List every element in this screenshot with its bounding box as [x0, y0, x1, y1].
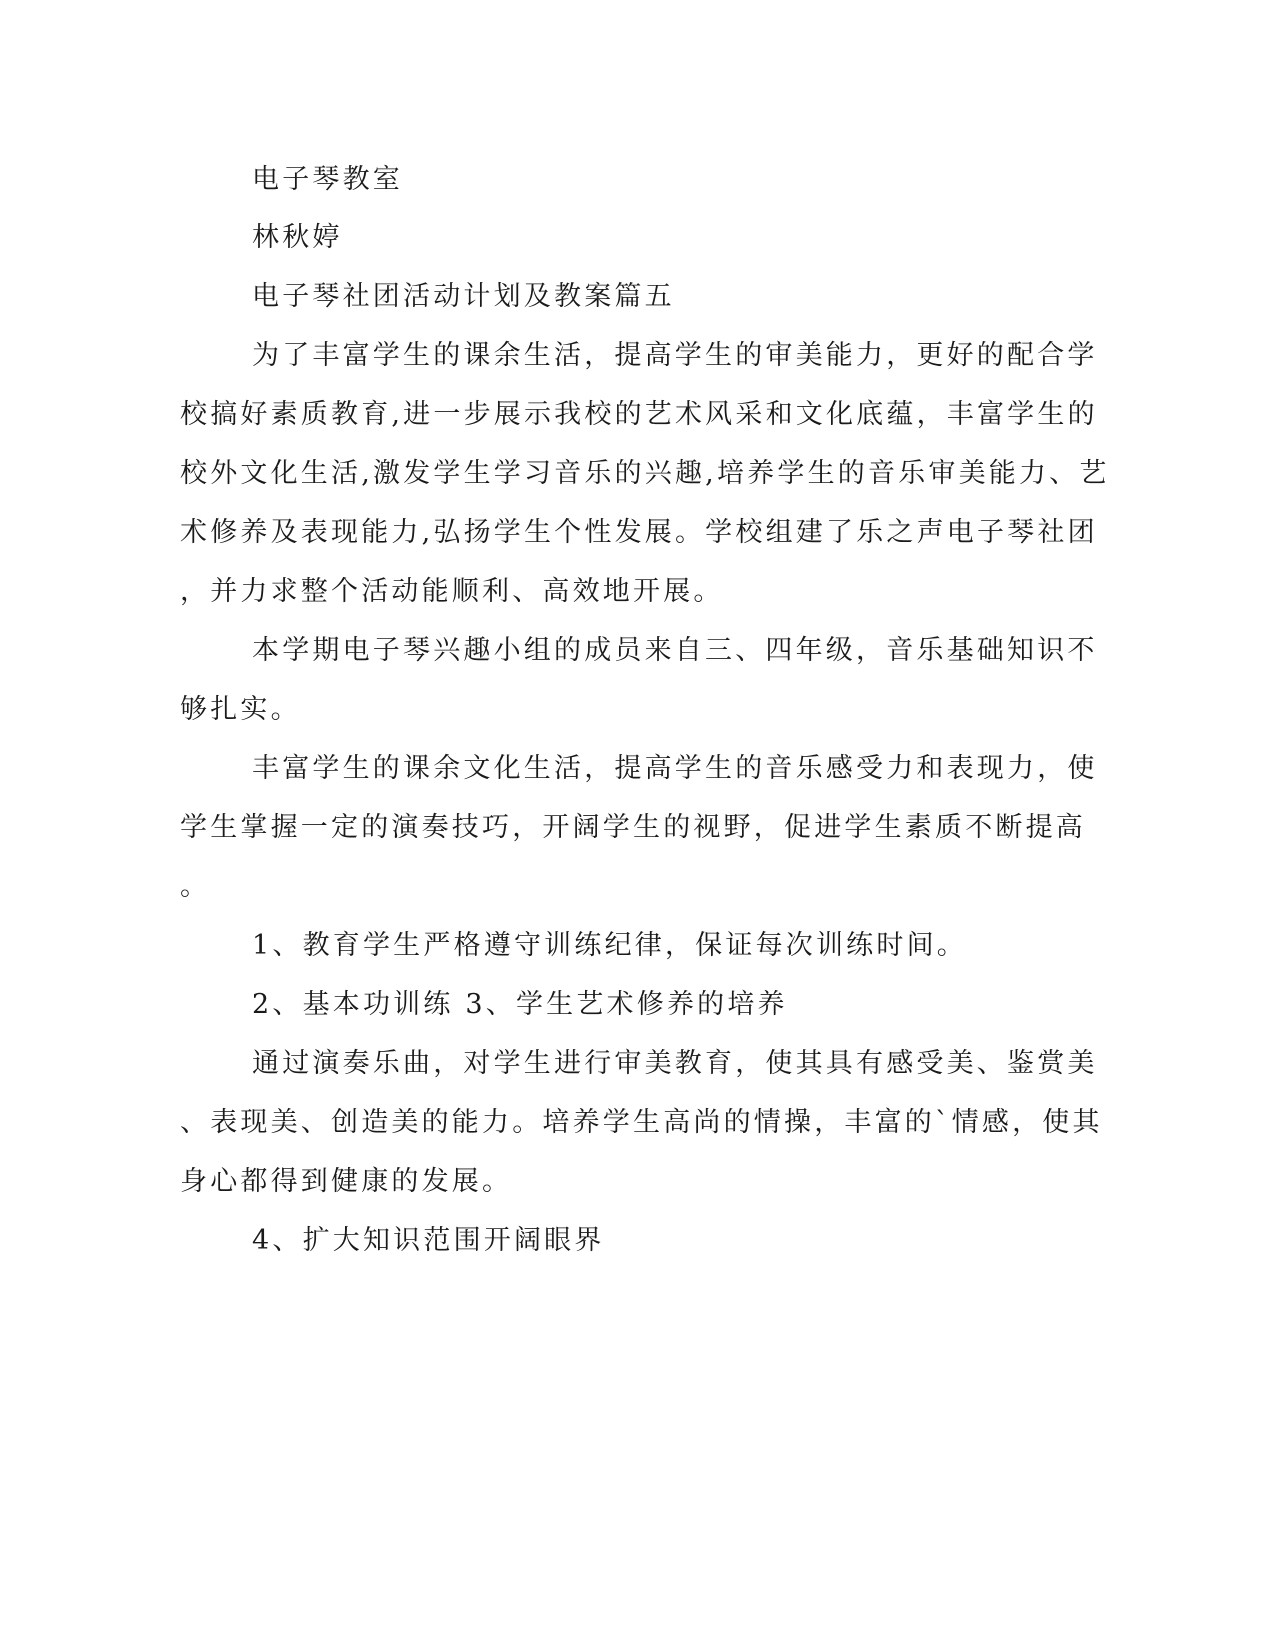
paragraph-line: 为了丰富学生的课余生活，提高学生的审美能力，更好的配合学	[252, 340, 1098, 371]
paragraph-line: 身心都得到健康的发展。	[180, 1166, 513, 1197]
paragraph-line: 。	[180, 871, 211, 902]
list-item: 4、扩大知识范围开阔眼界	[252, 1225, 605, 1256]
section-title: 电子琴社团活动计划及教案篇五	[252, 281, 675, 312]
paragraph-line: 校搞好素质教育,进一步展示我校的艺术风采和文化底蕴，丰富学生的	[180, 399, 1098, 430]
heading-classroom: 电子琴教室	[252, 164, 403, 195]
paragraph-line: 本学期电子琴兴趣小组的成员来自三、四年级，音乐基础知识不	[252, 635, 1098, 666]
paragraph-line: 校外文化生活,激发学生学习音乐的兴趣,培养学生的音乐审美能力、艺	[180, 458, 1110, 489]
paragraph-line: ，并力求整个活动能顺利、高效地开展。	[180, 576, 724, 607]
paragraph-line: 、表现美、创造美的能力。培养学生高尚的情操，丰富的`情感，使其	[180, 1107, 1103, 1138]
paragraph-line: 术修养及表现能力,弘扬学生个性发展。学校组建了乐之声电子琴社团	[180, 517, 1098, 548]
paragraph-line: 通过演奏乐曲，对学生进行审美教育，使其具有感受美、鉴赏美	[252, 1048, 1098, 1079]
list-item: 1、教育学生严格遵守训练纪律，保证每次训练时间。	[252, 930, 967, 961]
author-name: 林秋婷	[252, 222, 343, 253]
paragraph-line: 丰富学生的课余文化生活，提高学生的音乐感受力和表现力，使	[252, 753, 1098, 784]
paragraph-line: 学生掌握一定的演奏技巧，开阔学生的视野，促进学生素质不断提高	[180, 812, 1086, 843]
paragraph-line: 够扎实。	[180, 694, 301, 725]
list-item: 2、基本功训练 3、学生艺术修养的培养	[252, 989, 788, 1020]
